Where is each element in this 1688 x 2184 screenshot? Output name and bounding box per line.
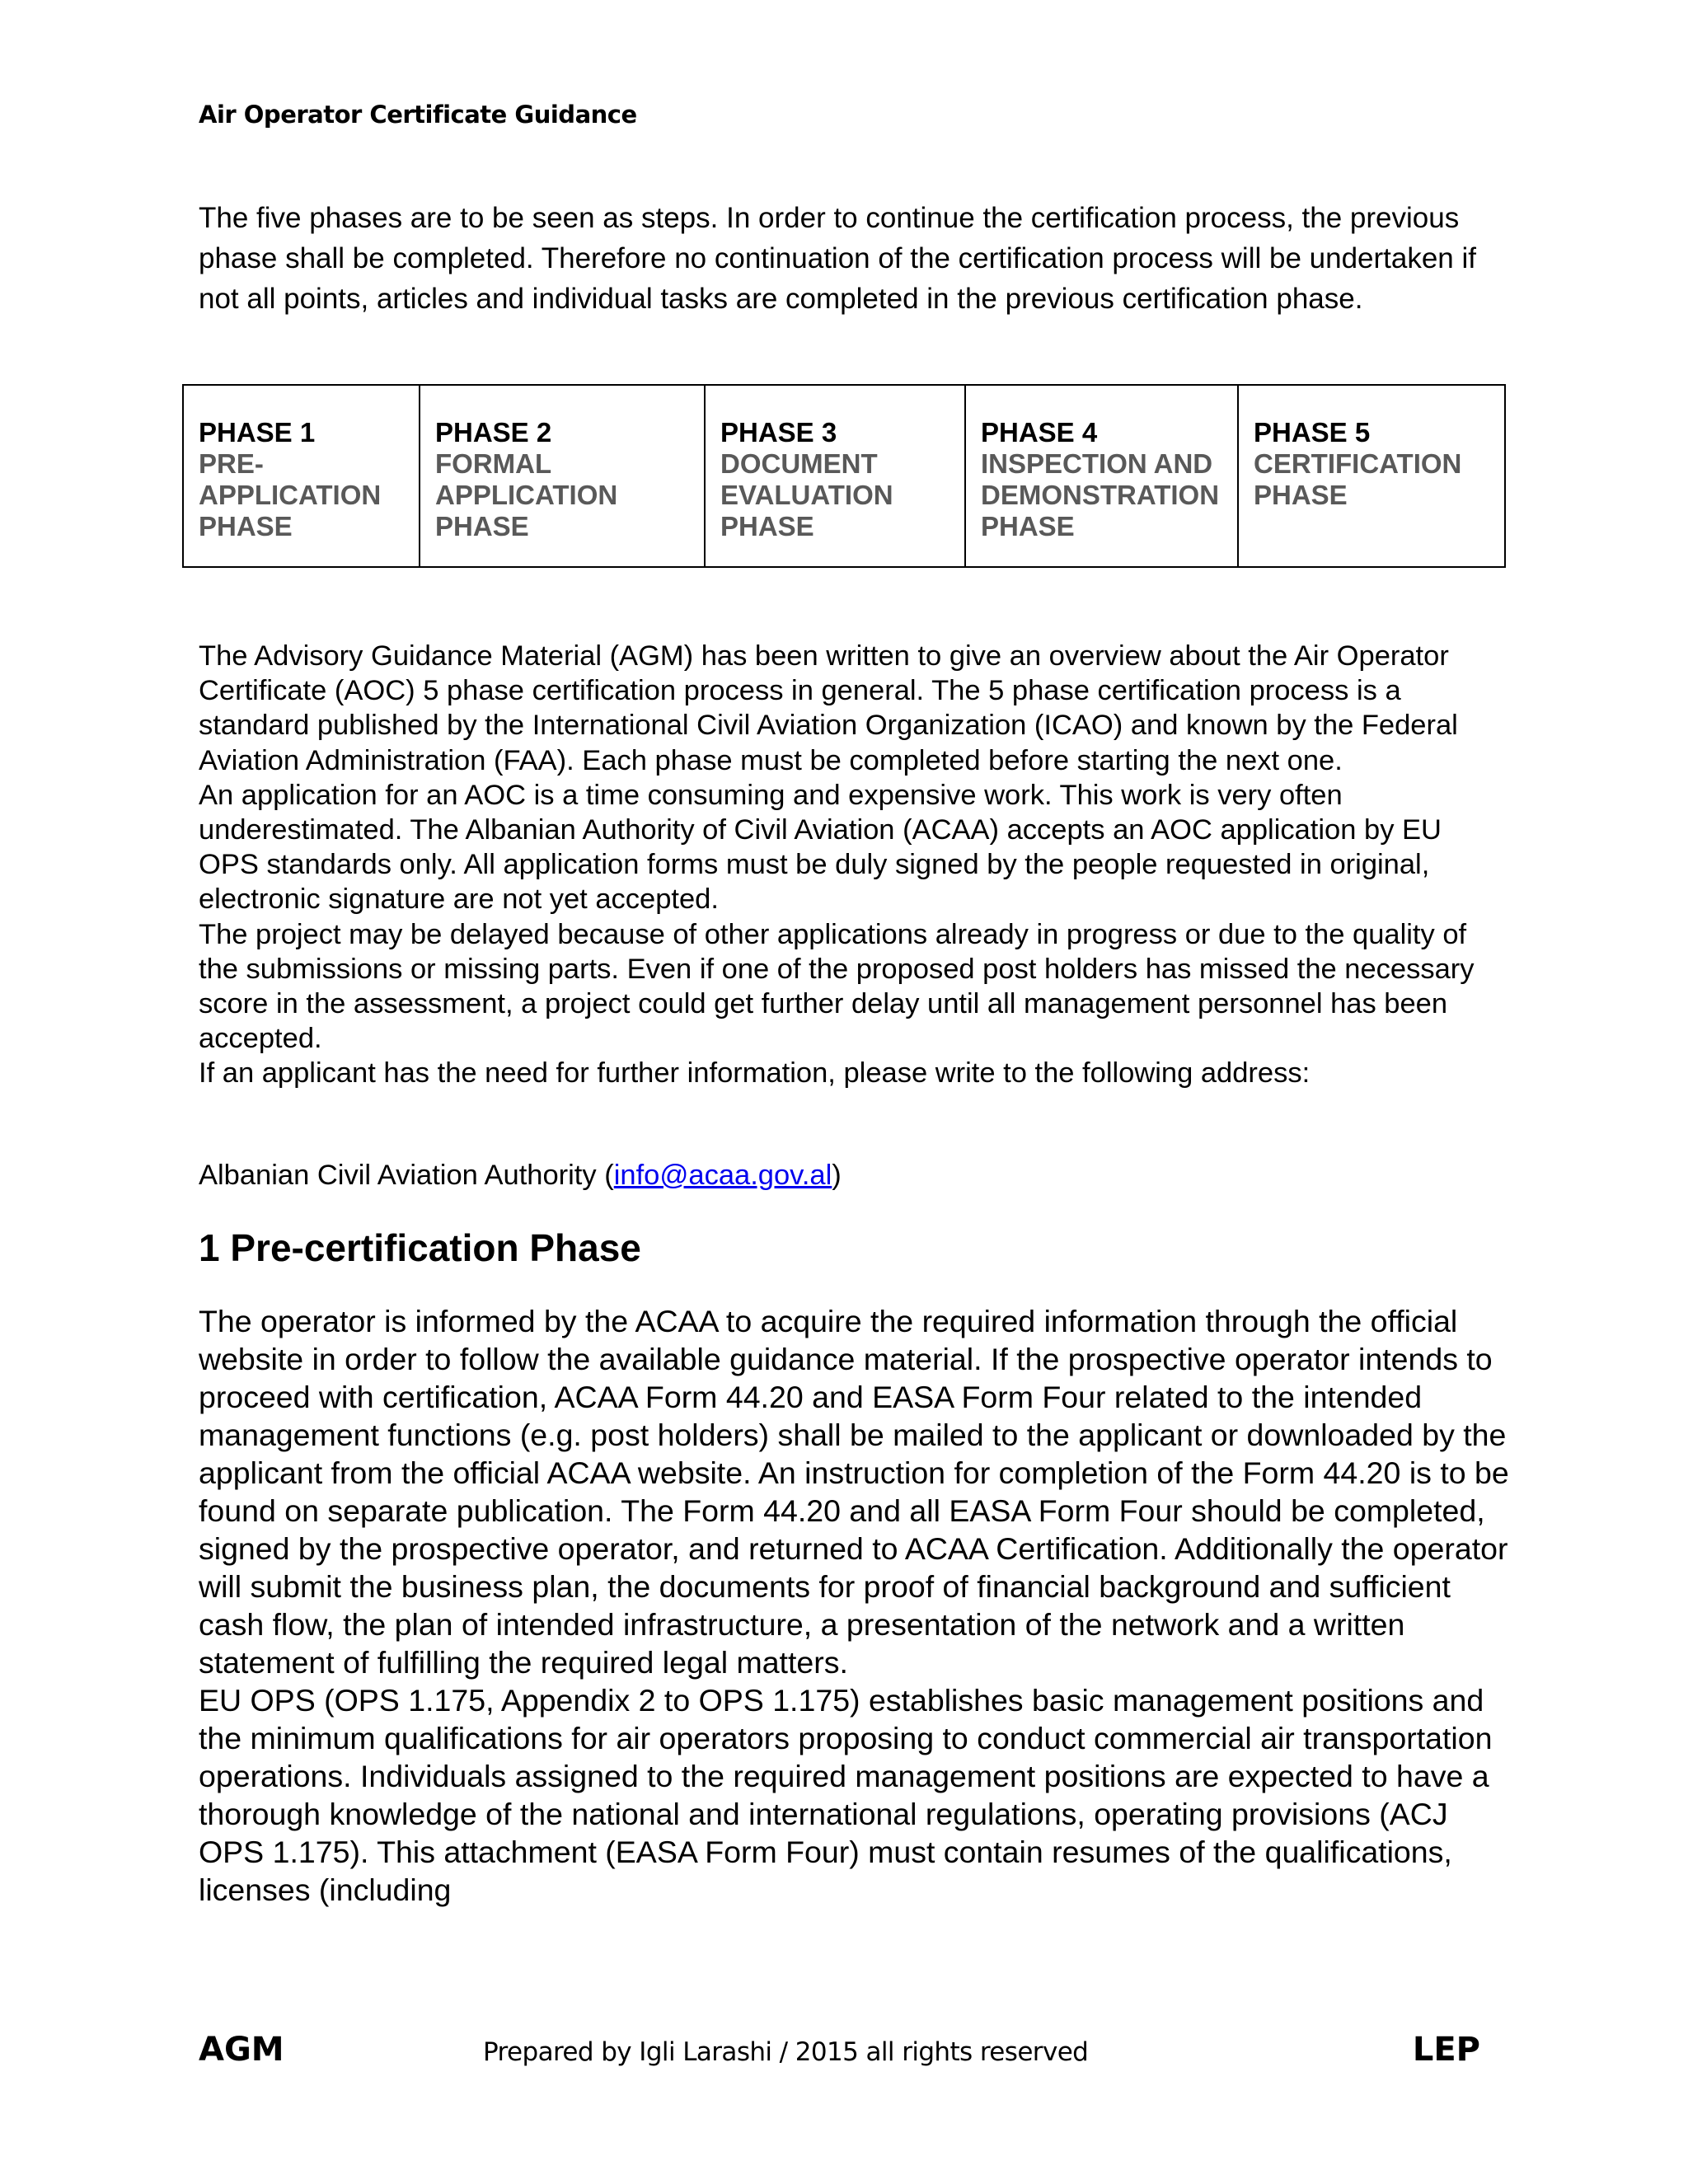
phase-table — [182, 384, 1506, 568]
contact-suffix: ) — [832, 1160, 842, 1191]
running-header: Air Operator Certificate Guidance — [199, 101, 637, 129]
agm-paragraph: The Advisory Guidance Material (AGM) has been written to give an overview about the Air Operator Certificate (AOC) 5 phase certification process in general. The 5 phase certification process is a standard published by the International Civil Aviation Organization (ICAO) and known by the Federal Aviation Administration (FAA). Each phase must be completed before starting the next one. — [199, 640, 1458, 776]
footer-center: Prepared by Igli Larashi / 2015 all rights reserved — [483, 2037, 1089, 2067]
page-footer — [199, 2031, 1480, 2080]
contact-prefix: Albanian Civil Aviation Authority ( — [199, 1160, 614, 1191]
phase-cell-2 — [420, 385, 705, 567]
phase-row — [183, 385, 1505, 567]
agm-paragraph: The project may be delayed because of other applications already in progress or due to the quality of the submissions or missing parts. Even if one of the proposed post holders has missed the necessary score in the assessment, a project could get further delay until all management personnel has been accepted. — [199, 918, 1475, 1055]
phase-cell-3 — [705, 385, 965, 567]
section-heading: 1 Pre-certification Phase — [199, 1226, 641, 1269]
phase-number: PHASE 2 — [435, 417, 552, 448]
agm-overview — [199, 639, 1509, 1091]
contact-line — [199, 1158, 842, 1193]
section-body — [199, 1302, 1509, 1909]
email-link[interactable]: info@acaa.gov.al — [613, 1160, 832, 1191]
phase-cell-1 — [183, 385, 420, 567]
phase-number: PHASE 4 — [981, 417, 1098, 448]
phase-cell-4 — [965, 385, 1238, 567]
section-paragraph: EU OPS (OPS 1.175, Appendix 2 to OPS 1.175) establishes basic management positions and the minimum qualifications for air operators proposing to conduct commercial air transportation operations. Individuals assigned to the required management positions are expected to have a thorough knowledge of the national and international regulations, operating provisions (ACJ OPS 1.175). This attachment (EASA Form Four) must contain resumes of the qualifications, licenses (including — [199, 1683, 1493, 1907]
phase-name: FORMAL APPLICATION PHASE — [435, 448, 618, 541]
phase-number: PHASE 5 — [1254, 417, 1371, 448]
phase-name: CERTIFICATION PHASE — [1254, 448, 1462, 510]
footer-left: AGM — [199, 2031, 284, 2069]
agm-paragraph: If an applicant has the need for further information, please write to the following address: — [199, 1057, 1311, 1090]
phase-name: PRE- APPLICATION PHASE — [199, 448, 382, 541]
agm-paragraph: An application for an AOC is a time consuming and expensive work. This work is very often underestimated. The Albanian Authority of Civil Aviation (ACAA) accepts an AOC application by EU OPS standards only. All application forms must be duly signed by the people requested in original, electronic signature are not yet accepted. — [199, 779, 1442, 916]
footer-right: LEP — [1412, 2031, 1480, 2069]
phase-name: INSPECTION AND DEMONSTRATION PHASE — [981, 448, 1220, 541]
phase-name: DOCUMENT EVALUATION PHASE — [720, 448, 893, 541]
intro-paragraph: The five phases are to be seen as steps. In order to continue the certification process, the previous phase shall be completed. Therefore no continuation of the certification process will be undertaken if not all points, articles and individual tasks are completed in the previous certification phase. — [199, 202, 1476, 315]
section-paragraph: The operator is informed by the ACAA to acquire the required information through the official website in order to follow the available guidance material. If the prospective operator intends to proceed with certification, ACAA Form 44.20 and EASA Form Four related to the intended management functions (e.g. post holders) shall be mailed to the applicant or downloaded by the applicant from the official ACAA website. An instruction for completion of the Form 44.20 is to be found on separate publication. The Form 44.20 and all EASA Form Four should be completed, signed by the prospective operator, and returned to ACAA Certification. Additionally the operator will submit the business plan, the documents for proof of financial background and sufficient cash flow, the plan of intended infrastructure, a presentation of the network and a written statement of fulfilling the required legal matters. — [199, 1304, 1509, 1680]
phase-cell-5 — [1238, 385, 1505, 567]
phase-number: PHASE 1 — [199, 417, 316, 448]
phase-number: PHASE 3 — [720, 417, 837, 448]
